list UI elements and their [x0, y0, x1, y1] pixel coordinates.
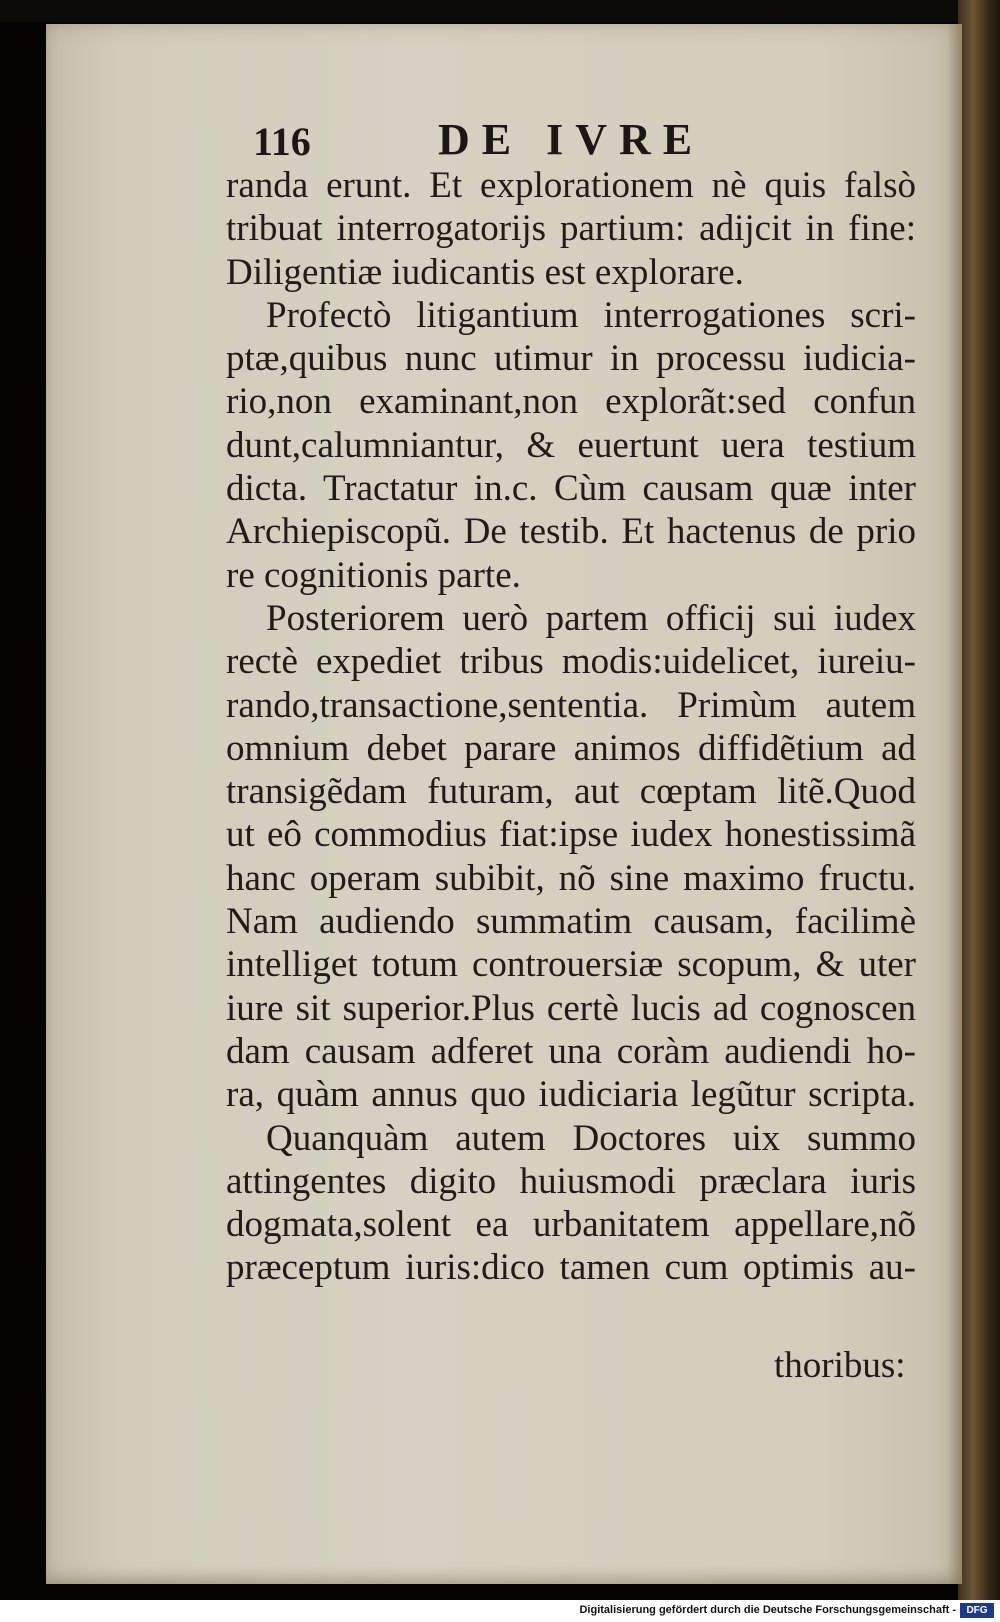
text-line: intelliget totum controuersiæ scopum, & uter [226, 944, 916, 986]
book-spine-edge [958, 0, 1000, 1600]
text-line: ptæ,quibus nunc utimur in processu iudicia- [226, 338, 916, 380]
text-line: iure sit superior.Plus certè lucis ad cognoscen [226, 987, 916, 1029]
text-line: ra, quàm annus quo iudiciaria legũtur scripta. [226, 1074, 916, 1116]
funding-credit: Digitalisierung gefördert durch die Deutsche Forschungsgemeinschaft - [579, 1604, 956, 1616]
text-line: rectè expediet tribus modis:uidelicet, iureiu- [226, 641, 916, 683]
text-line: rio,non examinant,non explorãt:sed confun [226, 381, 916, 423]
text-line: Archiepiscopũ. De testib. Et hactenus de prio [226, 511, 916, 553]
text-line: præceptum iuris:dico tamen cum optimis au- [226, 1247, 916, 1289]
text-line: Quanquàm autem Doctores uix summo [266, 1117, 916, 1159]
scan-frame-top [0, 0, 1000, 22]
page-number: 116 [253, 119, 311, 164]
text-line: Diligentiæ iudicantis est explorare. [226, 251, 744, 293]
body-text [226, 164, 916, 1290]
text-line: dunt,calumniantur, & euertunt uera testium [226, 424, 916, 466]
text-line: Profectò litigantium interrogationes scri- [266, 294, 916, 336]
text-line: tribuat interrogatorijs partium: adijcit in fine: [226, 208, 916, 250]
text-line: Nam audiendo summatim causam, facilimè [226, 901, 916, 943]
digitization-footer [0, 1600, 1000, 1622]
text-line: hanc operam subibit, nõ sine maximo fructu. [226, 857, 916, 899]
text-line: dogmata,solent ea urbanitatem appellare,nõ [226, 1204, 916, 1246]
text-line: attingentes digito huiusmodi præclara iuris [226, 1160, 916, 1202]
text-line: dam causam adferet una coràm audiendi ho- [226, 1030, 916, 1072]
text-line: ut eô commodius fiat:ipse iudex honestissimã [226, 814, 916, 856]
text-line: rando,transactione,sententia. Primùm autem [226, 684, 916, 726]
text-line: Posteriorem uerò partem officij sui iudex [266, 597, 916, 639]
text-line: transigẽdam futuram, aut cœptam litẽ.Quod [226, 771, 916, 813]
text-line: dicta. Tractatur in.c. Cùm causam quæ inter [226, 468, 916, 510]
page-edge-shadow [948, 24, 962, 1584]
text-line: omnium debet parare animos diffidẽtium ad [226, 727, 916, 769]
text-line: randa erunt. Et explorationem nè quis falsò [226, 165, 916, 206]
text-line: re cognitionis parte. [226, 554, 521, 596]
catchword: thoribus: [774, 1345, 906, 1386]
book-page [46, 24, 962, 1584]
running-head: DE IVRE [438, 115, 705, 164]
dfg-logo: DFG [960, 1603, 994, 1618]
